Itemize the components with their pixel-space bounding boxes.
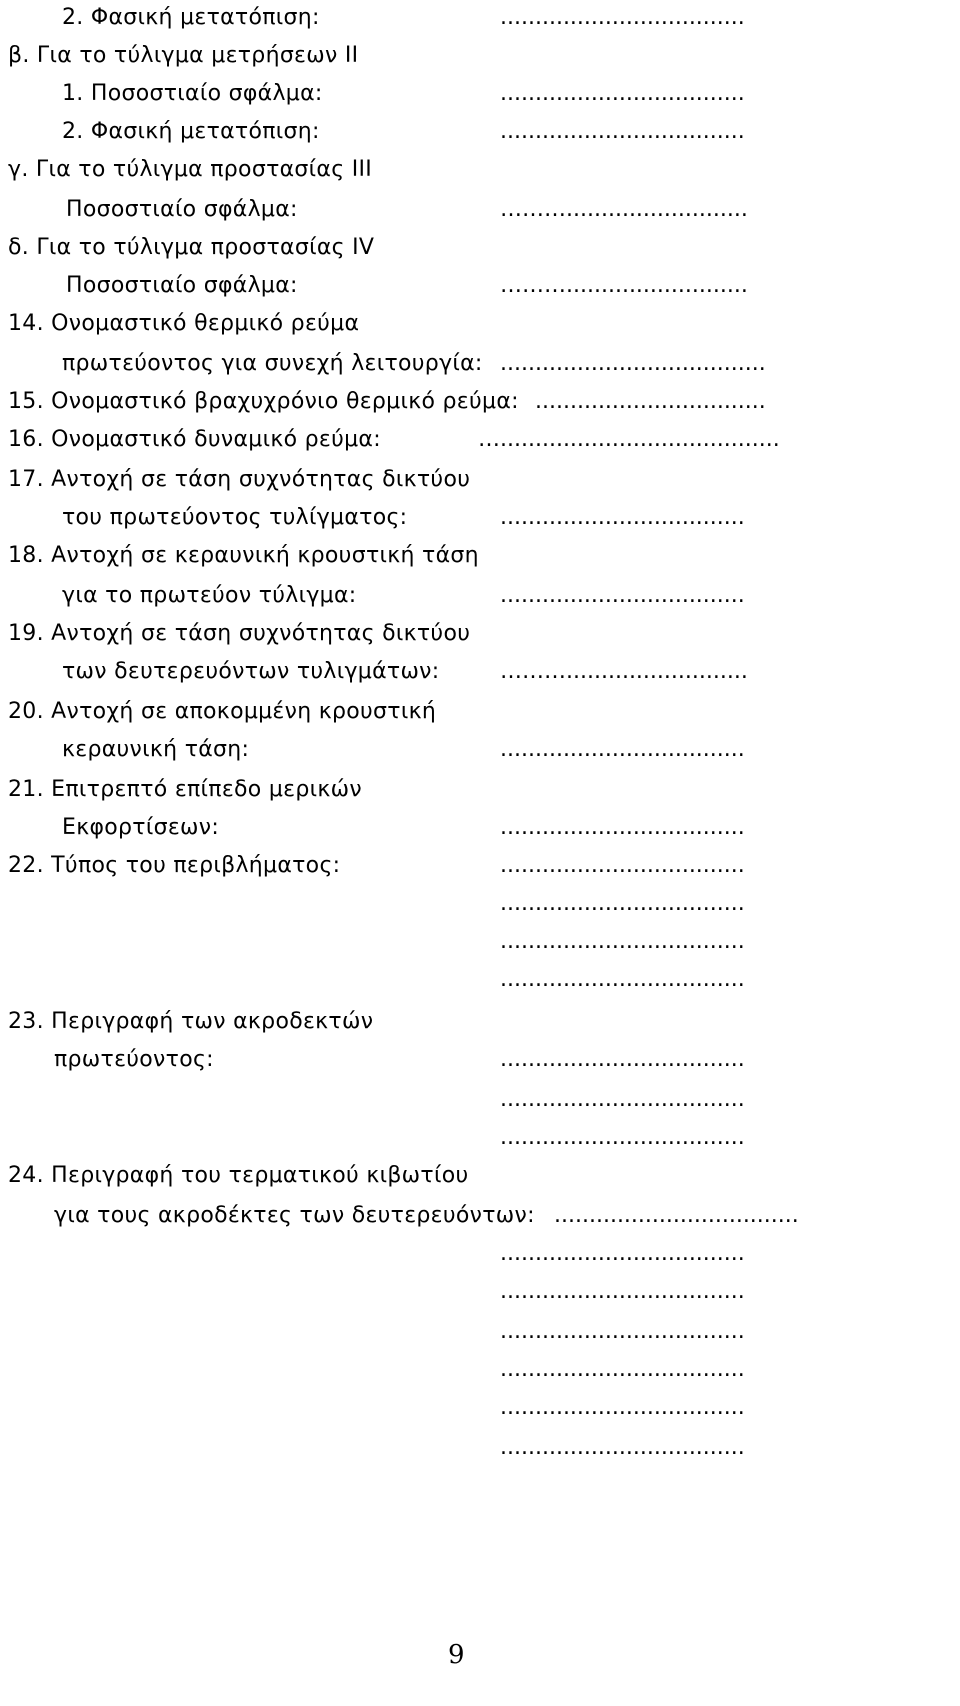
fill-line: ................................... xyxy=(500,1279,745,1304)
item-1-percent-error: 1. Ποσοστιαίο σφάλμα: xyxy=(62,81,323,106)
item-b-measurement-winding: β. Για το τύλιγμα μετρήσεων ΙΙ xyxy=(8,43,359,68)
percent-error-label: Ποσοστιαίο σφάλμα: xyxy=(66,273,298,298)
fill-line: ................................... xyxy=(500,1125,745,1150)
item-24-heading: 24. Περιγραφή του τερματικού κιβωτίου xyxy=(8,1163,469,1188)
item-2-phase-shift: 2. Φασική μετατόπιση: xyxy=(62,119,320,144)
fill-line: ................................... xyxy=(500,505,745,530)
page-number: 9 xyxy=(448,1640,465,1670)
fill-line: ................................... xyxy=(500,81,745,106)
fill-line: ……….......................... xyxy=(500,659,748,684)
item-24-continuation: για τους ακροδέκτες των δευτερευόντων: xyxy=(54,1203,535,1228)
item-19-heading: 19. Αντοχή σε τάση συχνότητας δικτύου xyxy=(8,621,471,646)
fill-line: ................................... xyxy=(500,1395,745,1420)
item-20-heading: 20. Αντοχή σε αποκομμένη κρουστική xyxy=(8,699,437,724)
fill-line: ……….......................... xyxy=(500,197,748,222)
fill-line: ................................... xyxy=(500,5,745,30)
item-21-continuation: Εκφορτίσεων: xyxy=(62,815,220,840)
item-14-heading: 14. Ονομαστικό θερμικό ρεύμα xyxy=(8,311,360,336)
item-15: 15. Ονομαστικό βραχυχρόνιο θερμικό ρεύμα: xyxy=(8,389,519,414)
fill-line: ...................................... xyxy=(500,351,766,376)
item-c-protection-winding: γ. Για το τύλιγμα προστασίας ΙΙΙ xyxy=(8,157,373,182)
item-22: 22. Τύπος του περιβλήματος: xyxy=(8,853,341,878)
item-18-continuation: για το πρωτεύον τύλιγμα: xyxy=(62,583,357,608)
fill-line: …........................................ xyxy=(478,427,780,452)
fill-line: ................................. xyxy=(535,389,766,414)
fill-line: ……….......................... xyxy=(500,273,748,298)
fill-line: ................................... xyxy=(500,1087,745,1112)
fill-line: ................................... xyxy=(500,583,745,608)
item-19-continuation: των δευτερευόντων τυλιγμάτων: xyxy=(62,659,440,684)
item-23-continuation: πρωτεύοντος: xyxy=(54,1047,214,1072)
item-d-protection-winding: δ. Για το τύλιγμα προστασίας IV xyxy=(8,235,375,260)
item-17-heading: 17. Αντοχή σε τάση συχνότητας δικτύου xyxy=(8,467,471,492)
fill-line: ................................... xyxy=(500,967,745,992)
item-18-heading: 18. Αντοχή σε κεραυνική κρουστική τάση xyxy=(8,543,479,568)
fill-line: ................................... xyxy=(500,1241,745,1266)
item-14-continuation: πρωτεύοντος για συνεχή λειτουργία: xyxy=(62,351,483,376)
fill-line: ................................... xyxy=(500,1319,745,1344)
item-16: 16. Ονομαστικό δυναμικό ρεύμα: xyxy=(8,427,381,452)
item-21-heading: 21. Επιτρεπτό επίπεδο μερικών xyxy=(8,777,362,802)
fill-line: ................................... xyxy=(500,119,745,144)
fill-line: ................................... xyxy=(500,737,745,762)
item-23-heading: 23. Περιγραφή των ακροδεκτών xyxy=(8,1009,374,1034)
item-17-continuation: του πρωτεύοντος τυλίγματος: xyxy=(62,505,408,530)
fill-line: ................................... xyxy=(500,1435,745,1460)
fill-line: ................................... xyxy=(500,929,745,954)
fill-line: ................................... xyxy=(500,815,745,840)
fill-line: ................................... xyxy=(500,1047,745,1072)
fill-line: ................................... xyxy=(500,853,745,878)
item-20-continuation: κεραυνική τάση: xyxy=(62,737,250,762)
percent-error-label: Ποσοστιαίο σφάλμα: xyxy=(66,197,298,222)
fill-line: ................................... xyxy=(500,891,745,916)
fill-line: ................................... xyxy=(500,1357,745,1382)
item-2-phase-shift: 2. Φασική μετατόπιση: xyxy=(62,5,320,30)
fill-line: ................................... xyxy=(554,1203,799,1228)
